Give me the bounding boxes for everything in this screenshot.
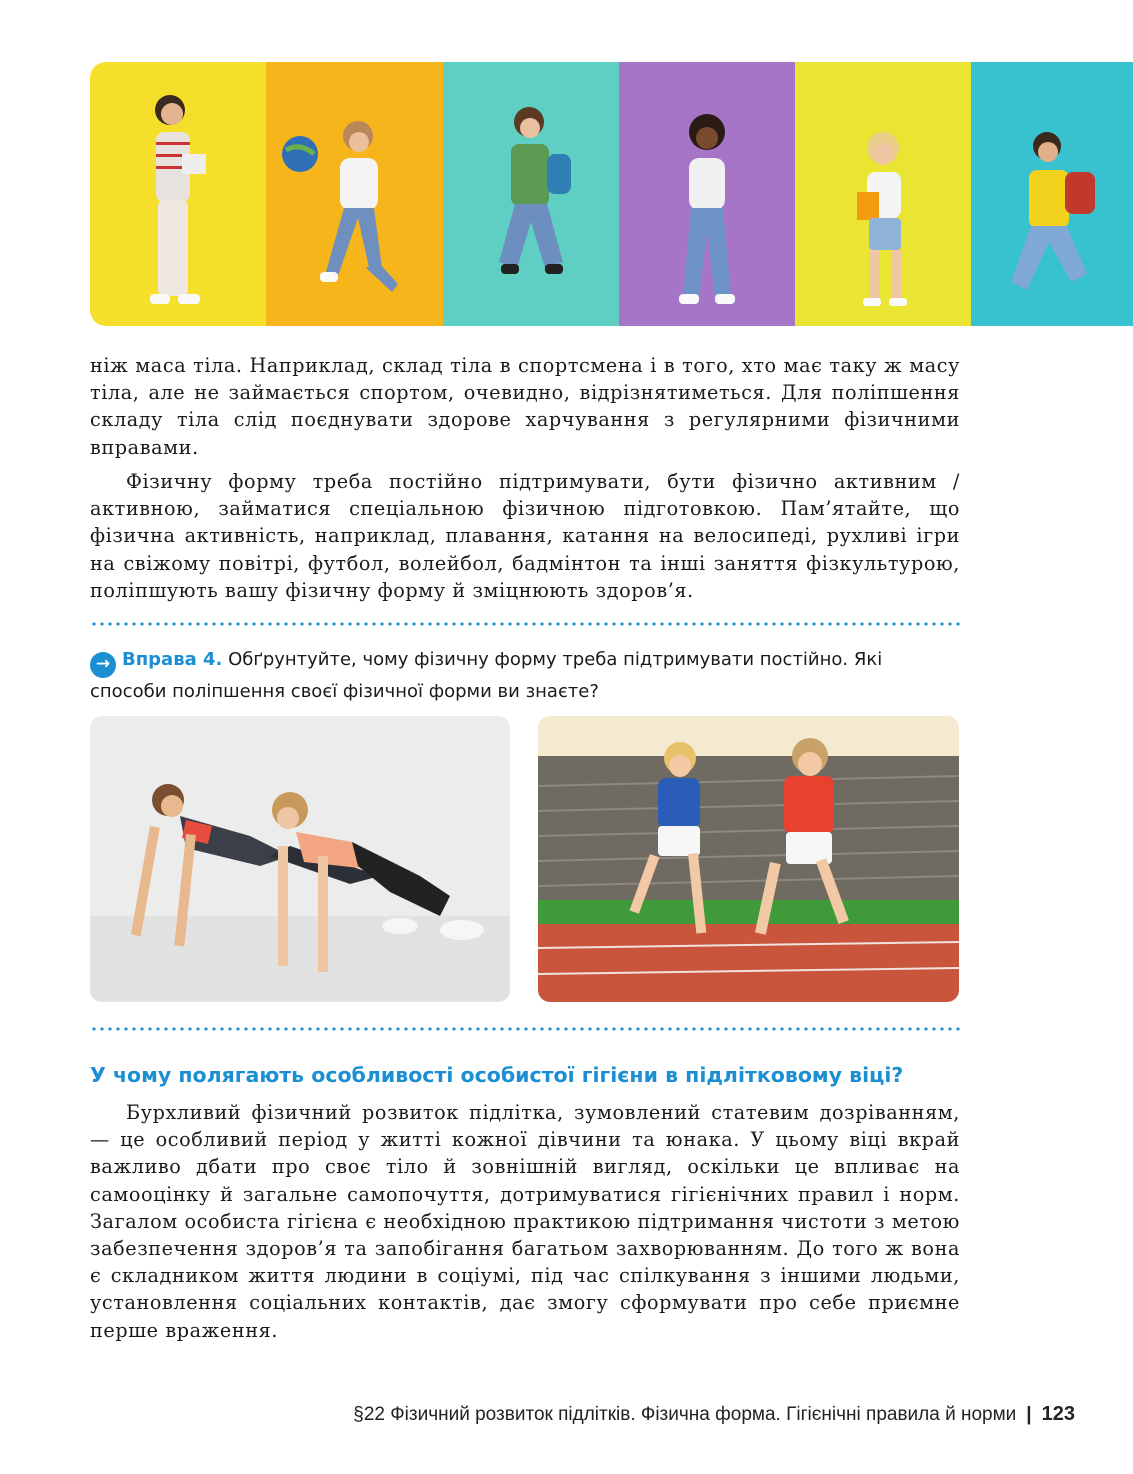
paragraph-personal-hygiene: Бурхливий фізичний розвиток підлітка, зумовлений статевим дозріванням, — це особливий період у житті кожної дівчини та юнака. У цьому віці вкрай важливо дбати про своє тіло й зовнішній вигляд, оскільки це впливає на самооцінку й загальне самопочуття, дотримуватися гігієнічних правил і норм. Загалом особиста гігієна є необхідною практикою підтримання чистоти з метою забезпечення здоров’я та запобігання багатьом захворюванням. До того ж вона є складником життя людини в соціумі, під час спілкування з іншими людьми, установлення соціальних контактів, дає змогу сформувати про себе приємне перше враження. (90, 1101, 960, 1342)
top-banner-photo (90, 62, 1133, 326)
exercise-label: Вправа 4. (122, 649, 223, 670)
pushups-photo (90, 716, 510, 1002)
paragraph-physical-form: Фізичну форму треба постійно підтримувати, бути фізично активним / активною, займатися спеціальною фізичною підготовкою. Пам’ятайте, що фізична активність, наприклад, плавання, катання на велосипеді, рухливі ігри на свіжому повітрі, футбол, волейбол, бадмінтон та інші заняття фізкультурою, поліпшують вашу фізичну форму й зміцнюють здоров’я. (90, 470, 960, 602)
dotted-divider (90, 1027, 960, 1031)
panel-boy-jumping (971, 62, 1133, 326)
footer-separator: | (1026, 1404, 1032, 1425)
exercise-block (90, 646, 960, 705)
panel-girl-notebook (795, 62, 971, 326)
panel-girl-globe (266, 62, 443, 326)
panel-boy-backpack (443, 62, 619, 326)
page-footer (353, 1402, 1075, 1427)
exercise-text: Обґрунтуйте, чому фізичну форму треба підтримувати постійно. Які способи поліпшення своєї фізичної форми ви знаєте? (90, 649, 883, 702)
dotted-divider (90, 622, 960, 626)
panel-girl-books (90, 62, 266, 326)
footer-title: §22 Фізичний розвиток підлітків. Фізична форма. Гігієнічні правила й норми (353, 1404, 1017, 1425)
running-photo (538, 716, 959, 1002)
paragraph-body-composition: ніж маса тіла. Наприклад, склад тіла в спортсмена і в того, хто має таку ж масу тіла, але не займається спортом, очевидно, відрізнятиметься. Для поліпшення складу тіла слід поєднувати здорове харчування з регулярними фізичними вправами. (90, 354, 960, 459)
panel-girl-jeans (619, 62, 795, 326)
page-number: 123 (1041, 1403, 1075, 1425)
section-heading: У чому полягають особливості особистої гігієни в підлітковому віці? (90, 1063, 904, 1087)
arrow-right-icon: → (90, 652, 116, 678)
